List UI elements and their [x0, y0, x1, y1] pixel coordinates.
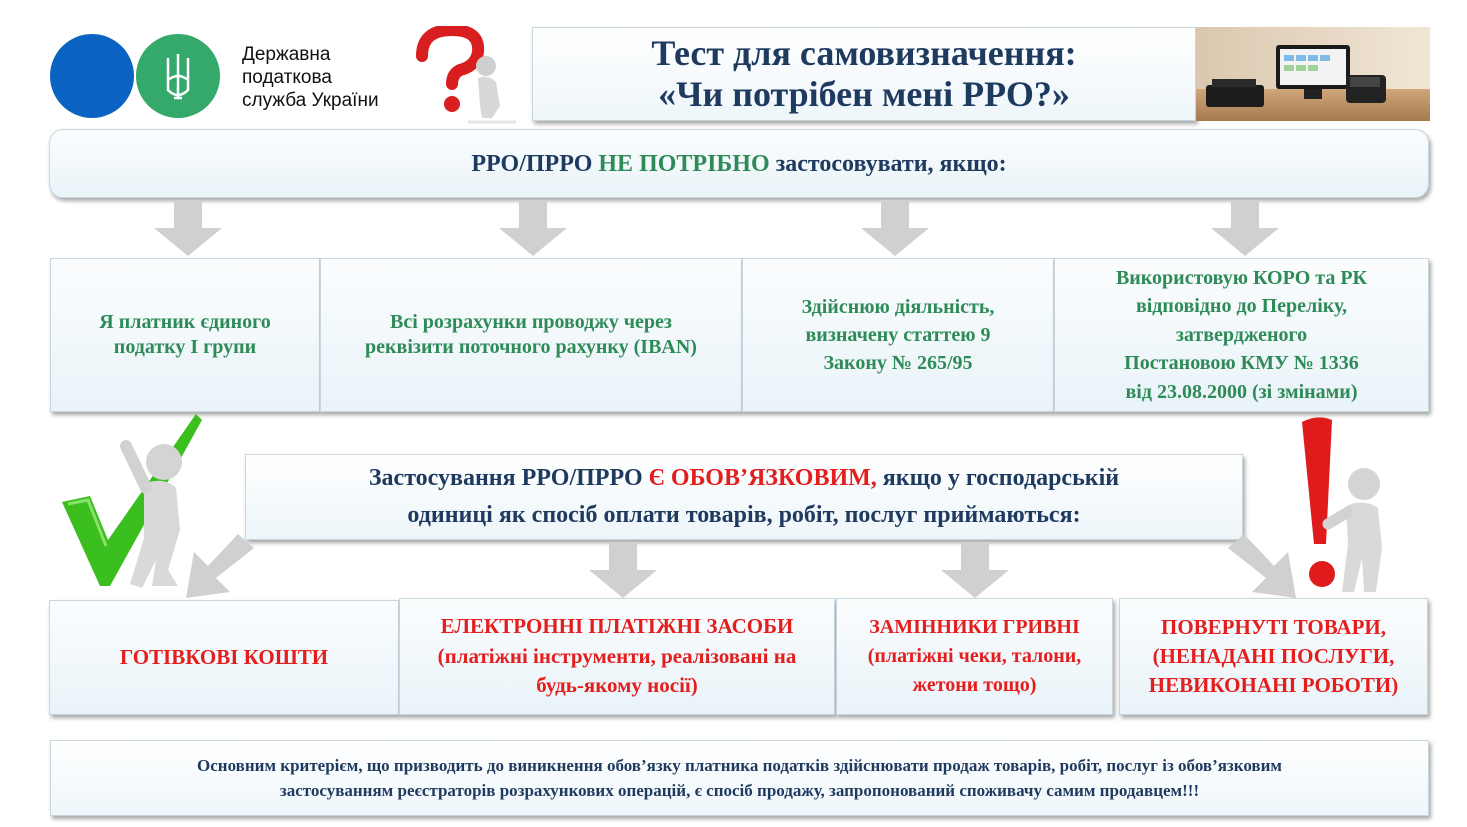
condition-line: Використовую КОРО та РК [1115, 267, 1368, 290]
banner1-highlight: НЕ ПОТРІБНО [598, 150, 770, 177]
banner1-part1: РРО/ПРРО [471, 150, 599, 177]
down-arrow-icon [939, 542, 1011, 600]
logo-line: Державна [242, 44, 331, 65]
condition-line: затвердженого [1175, 323, 1308, 346]
condition-box [50, 258, 320, 412]
down-arrow-icon [497, 200, 569, 258]
payment-box [836, 598, 1113, 715]
logo-line: податкова [242, 67, 332, 88]
condition-line: податку І групи [113, 336, 257, 358]
condition-line: реквізити поточного рахунку (IBAN) [365, 336, 697, 358]
payment-title: ПОВЕРНУТІ ТОВАРИ, [1160, 615, 1386, 640]
payment-title: ГОТІВКОВІ КОШТИ [119, 645, 329, 670]
condition-box [742, 258, 1054, 412]
condition-box [320, 258, 742, 412]
logo [50, 28, 230, 124]
payment-line: (НЕНАДАНІ ПОСЛУГИ, [1152, 644, 1395, 669]
payment-line: НЕВИКОНАНІ РОБОТИ) [1148, 672, 1399, 697]
footer-note [50, 740, 1429, 816]
condition-line: Закону № 265/95 [823, 352, 973, 374]
question-figure-icon [408, 26, 520, 124]
required-banner [245, 454, 1243, 540]
exclamation-figure-icon [1296, 414, 1406, 594]
page-title-line2: «Чи потрібен мені РРО?» [658, 74, 1070, 114]
banner2-part1: Застосування РРО/ПРРО [368, 464, 649, 491]
not-required-banner [49, 129, 1429, 198]
footer-line1: Основним критерієм, що призводить до виникнення обов’язку платника податків здійснювати продаж товарів, робіт, послуг із обов’язковим [197, 755, 1282, 775]
payment-line: жетони тощо) [912, 674, 1037, 696]
condition-line: Здійснюю діяльність, [801, 296, 995, 318]
payment-box [1119, 598, 1428, 715]
condition-line: Всі розрахунки проводжу через [390, 311, 672, 333]
condition-line: від 23.08.2000 (зі змінами) [1125, 380, 1358, 403]
pos-terminal-image [1196, 27, 1430, 121]
payment-line: будь-якому носії) [536, 673, 698, 698]
payment-line: (платіжні чеки, талони, [867, 645, 1082, 667]
condition-line: Я платник єдиного [99, 311, 271, 333]
banner1-part3: застосовувати, якщо: [769, 150, 1007, 177]
payment-box [399, 598, 835, 715]
diagonal-arrow-icon [180, 532, 256, 602]
page-title-line1: Тест для самовизначення: [651, 32, 1077, 73]
condition-line: відповідно до Переліку, [1135, 295, 1348, 318]
payment-title: ЗАМІННИКИ ГРИВНІ [869, 616, 1080, 638]
banner2-highlight: Є ОБОВ’ЯЗКОВИМ, [648, 464, 877, 491]
payment-line: (платіжні інструменти, реалізовані на [437, 643, 797, 668]
payment-box [49, 600, 399, 715]
down-arrow-icon [859, 200, 931, 258]
banner2-part3: якщо у господарській [876, 464, 1120, 491]
condition-line: Постановою КМУ № 1336 [1124, 352, 1359, 375]
logo-line: служба України [242, 90, 379, 111]
logo-text [242, 43, 379, 112]
condition-line: визначену статтею 9 [805, 324, 991, 346]
diagonal-arrow-icon [1226, 532, 1302, 602]
down-arrow-icon [587, 542, 659, 600]
down-arrow-icon [1209, 200, 1281, 258]
logo-circle-blue [50, 34, 134, 118]
down-arrow-icon [152, 200, 224, 258]
page-title-box [532, 27, 1196, 121]
condition-box [1054, 258, 1429, 412]
footer-line2: застосуванням реєстраторів розрахункових операцій, є спосіб продажу, запропонований споживачу самим продавцем!!! [279, 781, 1200, 800]
banner2-line2: одиниці як спосіб оплати товарів, робіт, послуг приймаються: [407, 502, 1081, 528]
payment-title: ЕЛЕКТРОННІ ПЛАТІЖНІ ЗАСОБИ [440, 614, 794, 639]
